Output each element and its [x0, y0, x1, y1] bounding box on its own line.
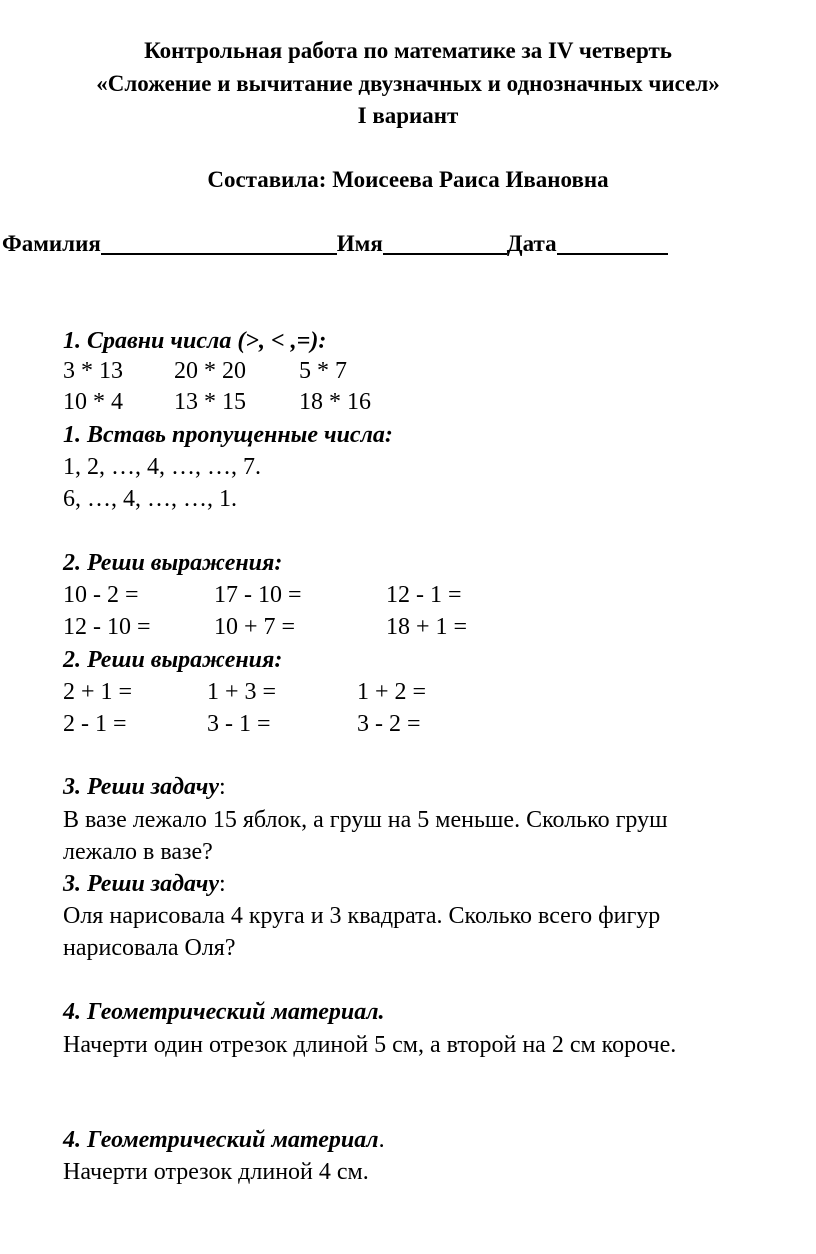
task-2b-title: 2. Реши выражения: [63, 647, 283, 673]
task-1a-item: 13 * 15 [174, 389, 246, 415]
task-2a-item: 12 - 1 = [386, 582, 462, 608]
task-1a-item: 20 * 20 [174, 358, 246, 384]
task-1b-title: 1. Вставь пропущенные числа: [63, 422, 393, 448]
student-fields [2, 229, 668, 258]
task-4b-title-text: 4. Геометрический материал [63, 1127, 379, 1153]
task-3b-colon: : [219, 871, 226, 897]
task-2b-item: 1 + 3 = [207, 679, 277, 705]
surname-label: Фамилия [2, 231, 101, 256]
task-3b-title-text: 3. Реши задачу [63, 871, 219, 897]
task-4b-title [63, 1125, 385, 1155]
task-2b-item: 2 - 1 = [63, 711, 127, 737]
task-2b-item: 3 - 1 = [207, 711, 271, 737]
task-3a-text: лежало в вазе? [63, 839, 213, 865]
task-3a-text: В вазе лежало 15 яблок, а груш на 5 меньше. Сколько груш [63, 807, 668, 833]
name-blank[interactable] [383, 229, 507, 255]
title-line-1: Контрольная работа по математике за IV четверть [144, 38, 672, 63]
task-1a-item: 10 * 4 [63, 389, 123, 415]
task-3a-title-text: 3. Реши задачу [63, 774, 219, 800]
task-1b-line: 1, 2, …, 4, …, …, 7. [63, 454, 261, 480]
task-1a-item: 3 * 13 [63, 358, 123, 384]
task-4a-title: 4. Геометрический материал. [63, 999, 385, 1025]
task-2a-item: 10 - 2 = [63, 582, 139, 608]
title-line-2: «Сложение и вычитание двузначных и однозначных чисел» [96, 71, 720, 96]
task-3a-title [63, 772, 226, 802]
task-2b-item: 2 + 1 = [63, 679, 133, 705]
task-3b-text: Оля нарисовала 4 круга и 3 квадрата. Сколько всего фигур [63, 903, 661, 929]
task-2a-item: 17 - 10 = [214, 582, 302, 608]
task-1a-item: 18 * 16 [299, 389, 371, 415]
task-2a-item: 18 + 1 = [386, 614, 468, 640]
task-3b-text: нарисовала Оля? [63, 935, 236, 961]
task-3b-title [63, 869, 226, 899]
name-label: Имя [336, 231, 383, 256]
task-2a-item: 10 + 7 = [214, 614, 296, 640]
task-1a-item: 5 * 7 [299, 358, 347, 384]
date-blank[interactable] [557, 229, 668, 255]
task-2a-item: 12 - 10 = [63, 614, 151, 640]
task-2b-item: 1 + 2 = [357, 679, 427, 705]
task-3a-colon: : [219, 774, 226, 800]
surname-blank[interactable] [101, 229, 337, 255]
task-4a-text: Начерти один отрезок длиной 5 см, а второй на 2 см короче. [63, 1032, 677, 1058]
date-label: Дата [506, 231, 557, 256]
task-1b-line: 6, …, 4, …, …, 1. [63, 486, 237, 512]
variant-label: I вариант [357, 103, 459, 128]
task-2b-item: 3 - 2 = [357, 711, 421, 737]
author-line: Составила: Моисеева Раиса Ивановна [207, 167, 609, 192]
task-4b-text: Начерти отрезок длиной 4 см. [63, 1159, 369, 1185]
task-4b-period: . [378, 1127, 385, 1153]
task-1a-title: 1. Сравни числа (>, < ,=): [63, 328, 327, 354]
task-2a-title: 2. Реши выражения: [63, 550, 283, 576]
